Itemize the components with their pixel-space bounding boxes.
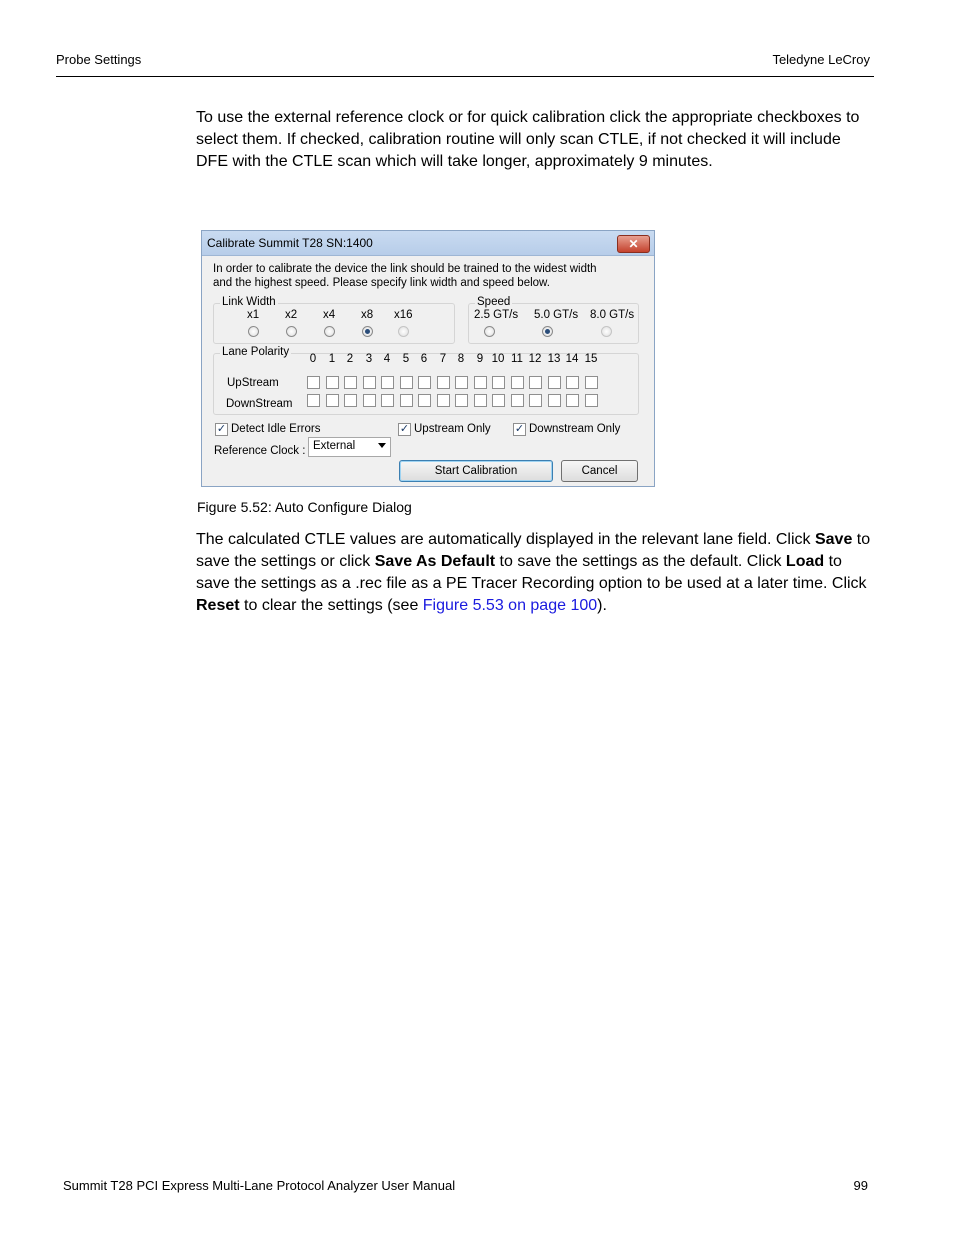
link-width-x1-radio[interactable] bbox=[248, 326, 259, 337]
downstream-lane-checkbox[interactable] bbox=[492, 394, 505, 407]
downstream-row-label: DownStream bbox=[226, 398, 293, 410]
link-width-x4-label: x4 bbox=[323, 309, 336, 321]
downstream-lane-checkbox[interactable] bbox=[511, 394, 524, 407]
reference-clock-label: Reference Clock : bbox=[214, 445, 306, 457]
lane-number: 1 bbox=[328, 353, 336, 365]
link-width-x16-radio[interactable] bbox=[398, 326, 409, 337]
lane-number: 7 bbox=[439, 353, 447, 365]
body-bold-save: Save bbox=[814, 531, 853, 548]
lane-number: 0 bbox=[309, 353, 317, 365]
lane-number: 13 bbox=[547, 353, 561, 365]
link-width-x8-label: x8 bbox=[361, 309, 374, 321]
body-text-6: ). bbox=[597, 597, 607, 614]
upstream-lane-checkbox[interactable] bbox=[511, 376, 524, 389]
link-width-group bbox=[213, 296, 455, 344]
lane-polarity-label: Lane Polarity bbox=[222, 346, 290, 358]
speed-label: Speed bbox=[477, 296, 511, 308]
upstream-lane-checkbox[interactable] bbox=[492, 376, 505, 389]
downstream-lane-checkbox[interactable] bbox=[363, 394, 376, 407]
cancel-button[interactable]: Cancel bbox=[561, 460, 638, 482]
lane-polarity-group bbox=[213, 346, 639, 415]
lane-number: 3 bbox=[365, 353, 373, 365]
link-width-x4-radio[interactable] bbox=[324, 326, 335, 337]
downstream-lane-checkbox[interactable] bbox=[418, 394, 431, 407]
lane-number: 6 bbox=[420, 353, 428, 365]
upstream-lane-checkbox[interactable] bbox=[455, 376, 468, 389]
lane-number: 9 bbox=[476, 353, 484, 365]
upstream-lane-checkbox[interactable] bbox=[566, 376, 579, 389]
upstream-lane-checkbox[interactable] bbox=[418, 376, 431, 389]
downstream-lane-checkbox[interactable] bbox=[326, 394, 339, 407]
start-calibration-button[interactable]: Start Calibration bbox=[399, 460, 553, 482]
body-text-1: The calculated CTLE values are automatically displayed in the relevant lane field. Click bbox=[196, 531, 815, 548]
upstream-lane-checkbox[interactable] bbox=[381, 376, 394, 389]
lane-number: 14 bbox=[565, 353, 579, 365]
downstream-only-label: Downstream Only bbox=[529, 423, 621, 435]
lane-number: 2 bbox=[346, 353, 354, 365]
downstream-lane-checkbox[interactable] bbox=[455, 394, 468, 407]
link-width-x16-label: x16 bbox=[394, 309, 413, 321]
speed-2-5-radio[interactable] bbox=[484, 326, 495, 337]
close-button[interactable]: ✕ bbox=[617, 235, 650, 253]
link-width-x2-radio[interactable] bbox=[286, 326, 297, 337]
upstream-lane-checkbox[interactable] bbox=[307, 376, 320, 389]
page-header-section: Probe Settings bbox=[56, 52, 142, 67]
downstream-lane-checkbox[interactable] bbox=[307, 394, 320, 407]
upstream-lane-checkbox[interactable] bbox=[400, 376, 413, 389]
downstream-lane-checkbox[interactable] bbox=[381, 394, 394, 407]
upstream-lane-checkbox[interactable] bbox=[326, 376, 339, 389]
downstream-lane-checkbox[interactable] bbox=[529, 394, 542, 407]
lane-number: 8 bbox=[457, 353, 465, 365]
speed-group bbox=[468, 296, 639, 344]
speed-8-0-label: 8.0 GT/s bbox=[590, 309, 635, 321]
speed-5-0-label: 5.0 GT/s bbox=[534, 309, 579, 321]
link-width-x8-radio[interactable] bbox=[362, 326, 373, 337]
upstream-only-checkbox[interactable]: ✓ bbox=[399, 423, 410, 435]
upstream-row-label: UpStream bbox=[227, 377, 279, 389]
upstream-only-label: Upstream Only bbox=[414, 423, 491, 435]
reference-clock-select[interactable] bbox=[308, 437, 391, 457]
body-bold-reset: Reset bbox=[196, 597, 240, 614]
downstream-lane-checkbox[interactable] bbox=[566, 394, 579, 407]
body-text-2: to save the settings or click bbox=[196, 531, 871, 570]
reference-clock-value: External bbox=[313, 440, 356, 452]
dialog-instructions bbox=[213, 262, 633, 290]
link-width-x1-label: x1 bbox=[247, 309, 260, 321]
body-bold-load: Load bbox=[785, 553, 825, 570]
chevron-down-icon bbox=[378, 443, 386, 448]
downstream-lane-checkbox[interactable] bbox=[585, 394, 598, 407]
calibrate-dialog bbox=[201, 230, 655, 487]
lane-number: 12 bbox=[528, 353, 542, 365]
body-text-3: to save the settings as the default. Click bbox=[495, 553, 786, 570]
downstream-lane-checkbox[interactable] bbox=[548, 394, 561, 407]
body-text-4: to save the settings as a .rec file as a PE Tracer Recording option to be used at a later time. Click bbox=[196, 553, 867, 592]
instructions-line-1: In order to calibrate the device the link should be trained to the widest width bbox=[213, 263, 597, 275]
lane-number: 5 bbox=[402, 353, 410, 365]
speed-2-5-label: 2.5 GT/s bbox=[474, 309, 519, 321]
speed-5-0-radio[interactable] bbox=[542, 326, 553, 337]
body-text-5: to clear the settings (see bbox=[239, 597, 423, 614]
speed-8-0-radio[interactable] bbox=[601, 326, 612, 337]
upstream-lane-checkbox[interactable] bbox=[363, 376, 376, 389]
instructions-line-2: and the highest speed. Please specify link width and speed below. bbox=[213, 277, 550, 289]
lane-number: 10 bbox=[491, 353, 505, 365]
detect-idle-errors-label: Detect Idle Errors bbox=[231, 423, 321, 435]
upstream-lane-checkbox[interactable] bbox=[437, 376, 450, 389]
dialog-titlebar bbox=[202, 231, 654, 256]
lane-number: 11 bbox=[511, 353, 523, 365]
figure-link[interactable]: Figure 5.53 on page 100 bbox=[422, 597, 598, 614]
link-width-x2-label: x2 bbox=[285, 309, 298, 321]
upstream-lane-checkbox[interactable] bbox=[529, 376, 542, 389]
dialog-body bbox=[202, 256, 654, 486]
dialog-title: Calibrate Summit T28 SN:1400 bbox=[207, 236, 373, 250]
page-header-company: Teledyne LeCroy bbox=[772, 52, 870, 67]
intro-paragraph: To use the external reference clock or for quick calibration click the appropriate checkboxes to select them. If checked, calibration routine will only scan CTLE, if not checked it will include DFE with the CTLE scan which will take longer, approximately 9 minutes. bbox=[196, 109, 860, 170]
header-rule bbox=[56, 76, 874, 77]
body-paragraph bbox=[196, 529, 874, 617]
footer-title: Summit T28 PCI Express Multi-Lane Protocol Analyzer User Manual bbox=[63, 1178, 456, 1193]
lane-number: 4 bbox=[383, 353, 391, 365]
downstream-only-checkbox[interactable]: ✓ bbox=[514, 423, 525, 435]
upstream-lane-checkbox[interactable] bbox=[548, 376, 561, 389]
upstream-lane-checkbox[interactable] bbox=[474, 376, 487, 389]
upstream-lane-checkbox[interactable] bbox=[585, 376, 598, 389]
link-width-label: Link Width bbox=[222, 296, 276, 308]
upstream-lane-checkbox[interactable] bbox=[344, 376, 357, 389]
downstream-lane-checkbox[interactable] bbox=[400, 394, 413, 407]
figure-caption: Figure 5.52: Auto Configure Dialog bbox=[197, 499, 412, 515]
lane-number: 15 bbox=[584, 353, 598, 365]
downstream-lane-checkbox[interactable] bbox=[474, 394, 487, 407]
detect-idle-errors-checkbox[interactable]: ✓ bbox=[216, 423, 227, 435]
body-bold-save-as-default: Save As Default bbox=[374, 553, 496, 570]
downstream-lane-checkbox[interactable] bbox=[344, 394, 357, 407]
downstream-lane-checkbox[interactable] bbox=[437, 394, 450, 407]
page-number: 99 bbox=[853, 1178, 868, 1193]
